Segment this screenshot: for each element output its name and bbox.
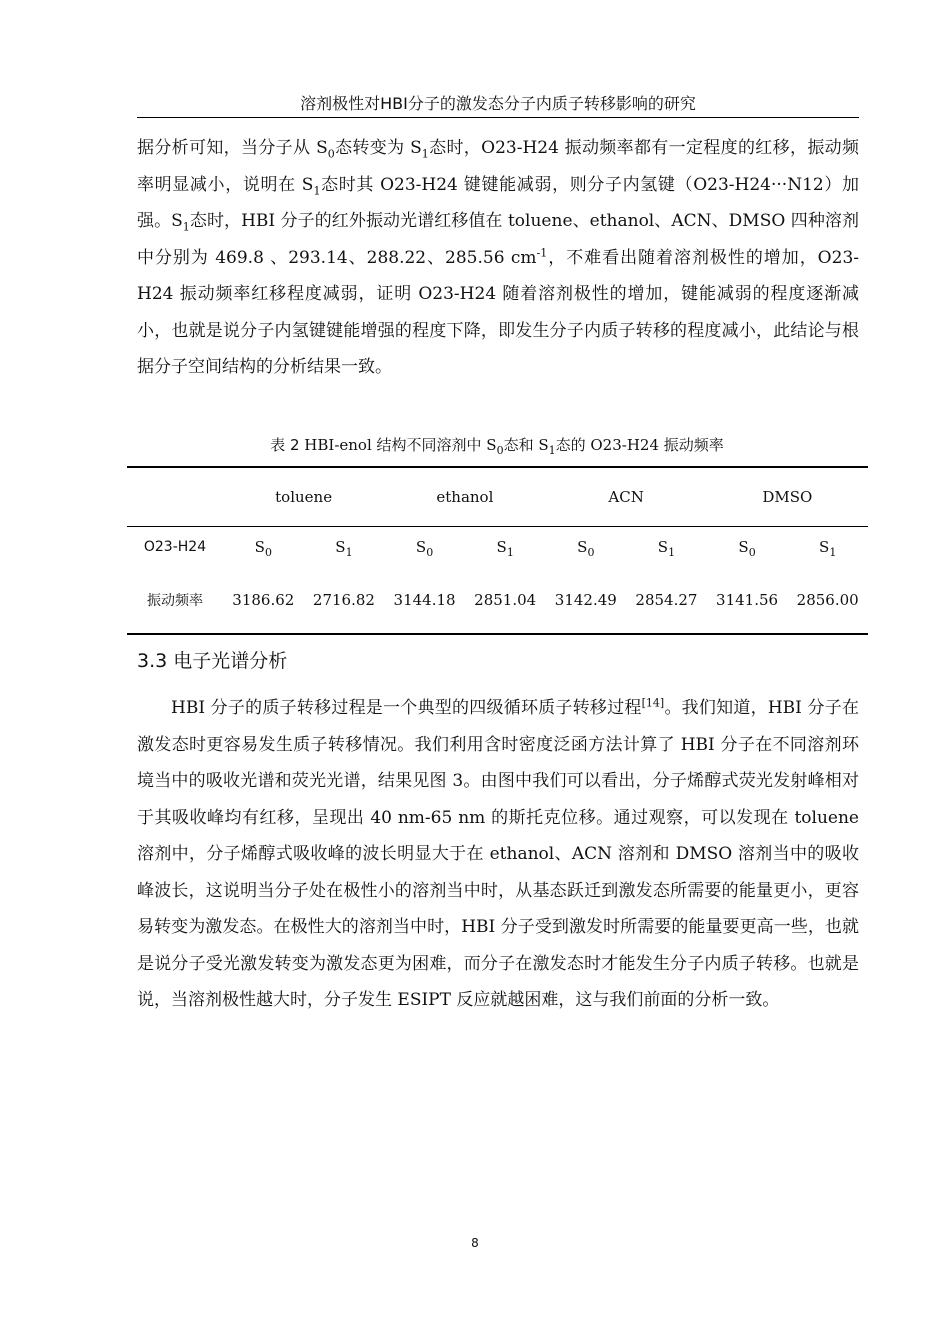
text-segment: 态转变为 S <box>334 138 422 158</box>
empty-header-cell <box>127 467 223 527</box>
subscript: 0 <box>327 147 335 161</box>
caption-label: 表 2 <box>270 436 300 454</box>
header-rule <box>137 117 859 118</box>
text-segment: 。我们知道，HBI 分子在激发态时更容易发生质子转移情况。我们利用含时密度泛函方法计算了 HBI 分子在不同溶剂环境当中的吸收光谱和荧光光谱，结果见图 3。由图中我们可以看出，分子烯醇式荧光发射峰相对于其吸收峰均有红移，呈现出 40 nm-65 nm 的斯托克位移。通过观察，可以发现在 toluene 溶剂中，分子烯醇式吸收峰的波长明显大于在 ethanol、ACN 溶剂和 DMSO 溶剂当中的吸收峰波长，这说明当分子处在极性小的溶剂当中时，从基态跃迁到激发态所需要的能量更小，更容易转变为激发态。在极性大的溶剂当中时，HBI 分子受到激发时所需要的能量要更高一些，也就是说分子受光激发转变为激发态更为困难，而分子在激发态时才能发生分子内质子转移。也就是说，当溶剂极性越大时，分子发生 ESIPT 反应就越困难，这与我们前面的分析一致。 <box>137 698 860 1010</box>
frequency-cell: 3144.18 <box>384 567 465 634</box>
frequency-cell: 3142.49 <box>546 567 627 634</box>
paragraph-electronic-spectra <box>137 690 859 1019</box>
solvent-header: toluene <box>223 467 384 527</box>
state-cell: $S_1$ <box>819 538 837 559</box>
caption-text: 态的 O23-H24 振动频率 <box>555 436 724 454</box>
page-number: 8 <box>471 1236 479 1250</box>
paragraph-vibration-analysis <box>137 130 859 386</box>
state-cell: $S_1$ <box>496 538 514 559</box>
frequency-cell: 3186.62 <box>223 567 304 634</box>
solvent-header: DMSO <box>707 467 868 527</box>
state-cell: $S_1$ <box>657 538 676 559</box>
frequency-row <box>127 567 868 634</box>
frequency-cell: 2856.00 <box>787 567 868 634</box>
citation: [14] <box>641 696 665 710</box>
text-segment: HBI 分子的质子转移过程是一个典型的四级循环质子转移过程 <box>171 698 642 718</box>
frequency-cell: 3141.56 <box>707 567 788 634</box>
table-caption <box>127 434 867 456</box>
text-segment: 态时，O23-H24 振动频率都有一定程度的红移，振动频率明显减小，说明在 S <box>137 138 859 195</box>
text-segment: 态时其 O23-H24 键键能减弱，则分子内氢键（O23-H24···N12）加强。S <box>137 174 859 231</box>
caption-text: HBI-enol 结构不同溶剂中 S <box>299 436 497 454</box>
state-cell: $S_0$ <box>577 538 595 559</box>
subscript: 1 <box>182 220 190 234</box>
frequency-cell: 2716.82 <box>304 567 385 634</box>
state-cell: $S_0$ <box>415 538 434 559</box>
frequency-cell: 2851.04 <box>465 567 546 634</box>
solvent-header: ACN <box>546 467 707 527</box>
text-segment: 态时，HBI 分子的红外振动光谱红移值在 toluene、ethanol、ACN、DMSO 四种溶剂中分别为 469.8 、293.14、288.22、285.56 cm <box>137 211 859 268</box>
state-cell: $S_1$ <box>335 538 353 559</box>
state-cell: $S_0$ <box>254 538 272 559</box>
text-segment: ，不难看出随着溶剂极性的增加，O23-H24 振动频率红移程度减弱，证明 O23-H24 随着溶剂极性的增加，键能减弱的程度逐渐减小，也就是说分子内氢键键能增强的程度下降，即发生分子内质子转移的程度减小，此结论与根据分子空间结构的分析结果一致。 <box>137 247 859 377</box>
section-heading: 3.3 电子光谱分析 <box>137 650 288 672</box>
text-segment: 据分析可知，当分子从 S <box>137 138 328 158</box>
state-row <box>127 527 868 568</box>
caption-text: 态和 S <box>503 436 549 454</box>
row-label-frequency: 振动频率 <box>127 567 223 634</box>
subscript: 1 <box>421 147 429 161</box>
frequency-table <box>127 466 868 635</box>
state-cell: $S_0$ <box>738 538 756 559</box>
running-header: 溶剂极性对HBI分子的激发态分子内质子转移影响的研究 <box>300 94 696 113</box>
solvent-header: ethanol <box>384 467 545 527</box>
row-label-bond: O23-H24 <box>143 539 207 555</box>
subscript: 1 <box>313 183 321 197</box>
superscript: -1 <box>536 245 548 259</box>
subscript: 0 <box>496 444 504 457</box>
subscript: 1 <box>548 444 556 457</box>
solvent-header-row <box>127 467 868 527</box>
frequency-cell: 2854.27 <box>626 567 707 634</box>
